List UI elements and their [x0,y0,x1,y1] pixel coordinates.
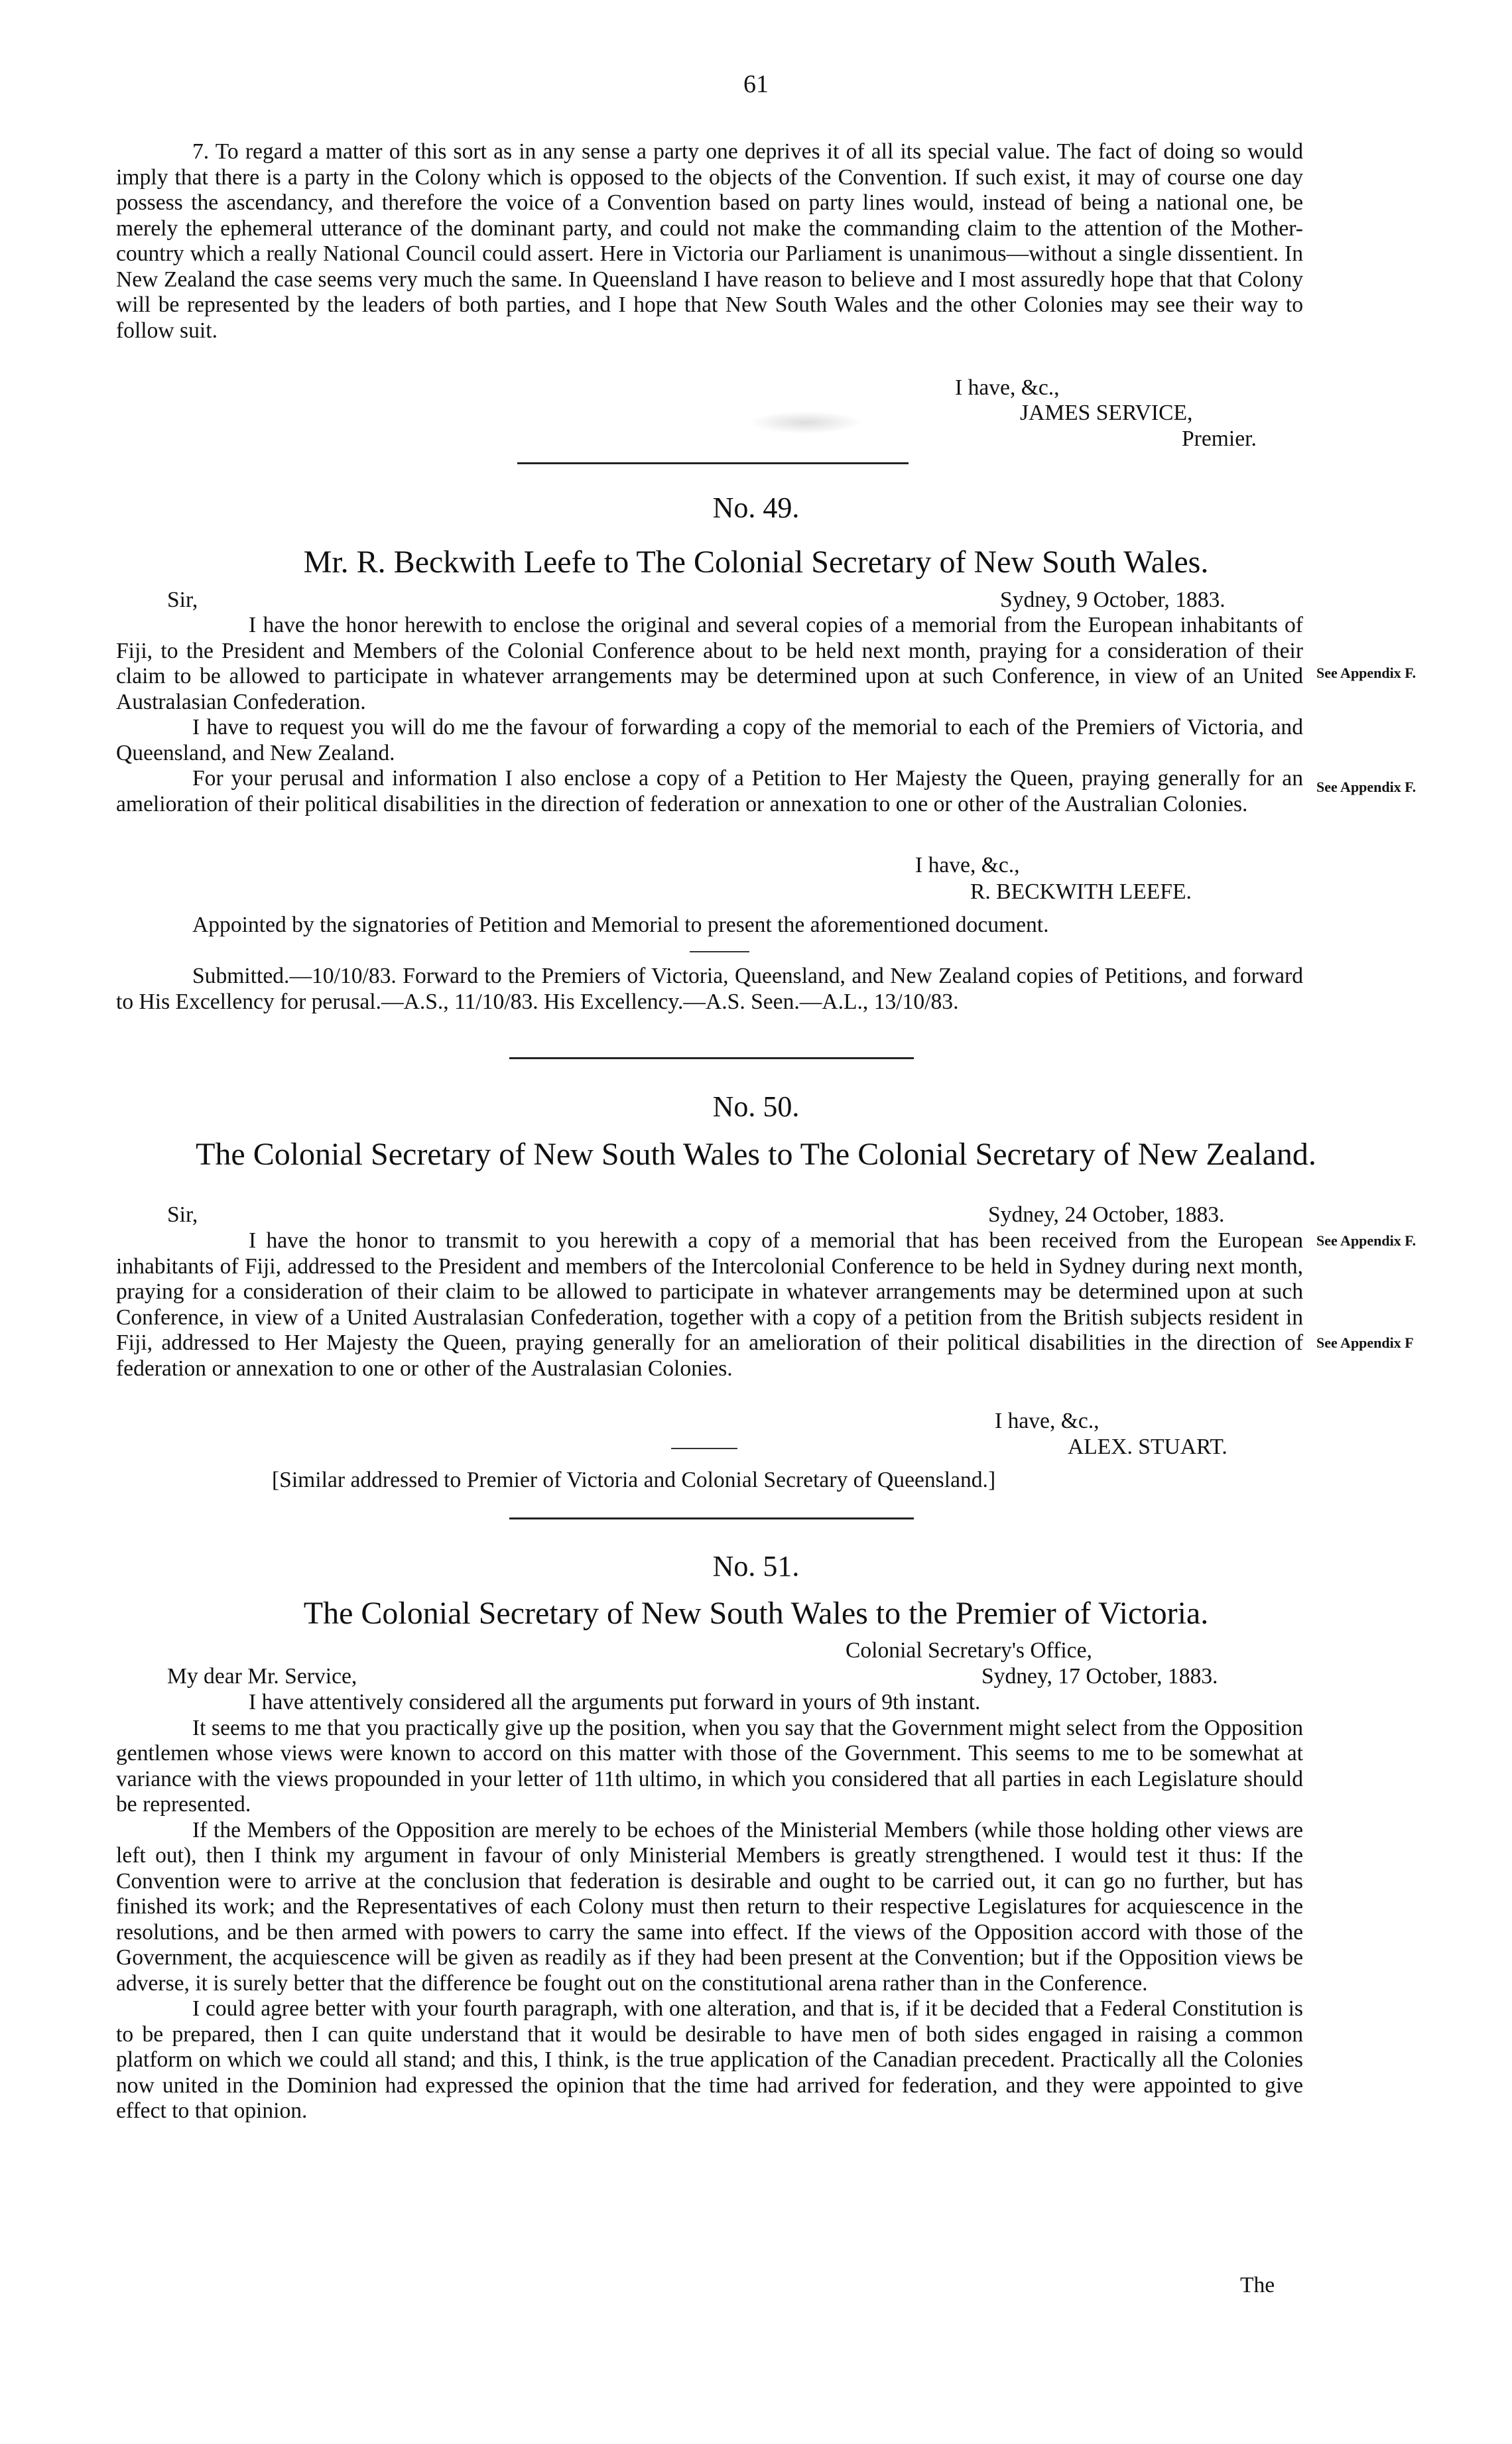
salutation-49: Sir, [167,588,198,612]
signer-50: ALEX. STUART. [1068,1435,1228,1459]
closing-service: I have, &c., [955,375,1060,400]
letter-49-body [116,613,1303,817]
salutation-50: Sir, [167,1202,198,1227]
letter-51-body [116,1690,1303,2124]
letter-50-para-1: I have the honor to transmit to you herewith a copy of a memorial that has been received from the European inhabitants of Fiji, addressed to the President and members of the Intercolonial Conference to be held in Sydney during next month, praying for a consideration of their claim to be allowed to participate in whatever arrangements may be determined upon at such Conference, in view of a United Australasian Confederation, together with a copy of a petition from the British subjects resident in Fiji, addressed to Her Majesty the Queen, praying generally for an amelioration of their political disabilities in the direction of federation or annexation to one or other of the Australasian Colonies. [116,1228,1303,1381]
short-divider-50 [671,1448,737,1449]
margin-note-50-2: See Appendix F [1316,1334,1414,1351]
title-no-49: Mr. R. Beckwith Leefe to The Colonial Secretary of New South Wales. [303,545,1209,580]
ink-smudge [749,411,862,434]
letter-50-body [116,1228,1303,1382]
date-49: Sydney, 9 October, 1883. [1000,588,1226,612]
paragraph-7-text: 7. To regard a matter of this sort as in any sense a party one deprives it of all its special value. The fact of doing so would imply that there is a party in the Colony which is opposed to the objects of the Convention. If such exist, it may of course one day possess the ascendancy, and therefore the voice of a Convention based on party lines would, instead of being a national one, be merely the ephemeral utterance of the dominant party, and could not make the commanding claim to the attention of the Mother-country which a really National Council could assert. Here in Victoria our Parliament is unanimous—without a single dissentient. In New Zealand the case seems very much the same. In Queensland I have reason to believe and I most assuredly hope that that Colony will be represented by the leaders of both parties, and I hope that New South Wales and the other Colonies may see their way to follow suit. [116,139,1303,343]
letter-51-para-1: I have attentively considered all the arguments put forward in yours of 9th instant. [249,1690,981,1714]
signer-49: R. BECKWITH LEEFE. [970,879,1192,904]
date-50: Sydney, 24 October, 1883. [988,1202,1225,1227]
letter-49-para-3: For your perusal and information I also enclose a copy of a Petition to Her Majesty the Queen, praying generally for an amelioration of their political disabilities in the direction of federation or annexation to one or other of the Australian Colonies. [116,766,1303,816]
margin-note-49-2: See Appendix F. [1316,779,1417,795]
paragraph-7 [116,139,1303,344]
note-49-wrap [116,913,1303,938]
letter-49-para-1: I have the honor herewith to enclose the original and several copies of a memorial from the European inhabitants of Fiji, to the President and Members of the Colonial Conference about to be held next month, praying for a consideration of their claim to be allowed to participate in whatever arrangements may be determined upon at such Conference, in view of an United Australasian Confederation. [116,613,1303,714]
catchword: The [1240,2273,1275,2297]
salutation-51: My dear Mr. Service, [167,1664,357,1689]
section-divider [509,1057,914,1059]
section-divider [509,1517,914,1519]
note-50: [Similar addressed to Premier of Victoria and Colonial Secretary of Queensland.] [272,1468,996,1492]
margin-note-50-1: See Appendix F. [1316,1232,1417,1249]
title-no-50: The Colonial Secretary of New South Wales to The Colonial Secretary of New Zealand. [196,1137,1316,1172]
section-divider [517,462,909,464]
note-49: Appointed by the signatories of Petition and Memorial to present the aforementioned document. [192,913,1049,937]
letter-51-para-2: It seems to me that you practically give up the position, when you say that the Government might select from the Opposition gentlemen whose views were known to accord on this matter with those of the Government. This seems to me to be somewhat at variance with the views propounded in your letter of 11th ultimo, in which you considered that all parties in each Legislature should be represented. [116,1715,1303,1817]
heading-no-50: No. 50. [712,1090,800,1123]
closing-50: I have, &c., [995,1409,1100,1433]
office-51: Colonial Secretary's Office, [846,1638,1092,1663]
page-number: 61 [743,70,769,98]
signer-service-title: Premier. [1182,426,1257,451]
minute-49: Submitted.—10/10/83. Forward to the Premiers of Victoria, Queensland, and New Zealand copies of Petitions, and forward to His Excellency for perusal.—A.S., 11/10/83. His Excellency.—A.S. Seen.—A.L., 13/10/83. [116,964,1303,1014]
title-no-51: The Colonial Secretary of New South Wales to the Premier of Victoria. [303,1596,1209,1631]
letter-51-para-4: I could agree better with your fourth paragraph, with one alteration, and that is, if it be decided that a Federal Constitution is to be prepared, then I can quite understand that it would be desirable to have men of both sides engaged in raising a common platform on which we could all stand; and this, I think, is the true application of the Canadian precedent. Practically all the Colonies now united in the Dominion had expressed the opinion that the time had arrived for federation, and they were appointed to give effect to that opinion. [116,1996,1303,2123]
closing-49: I have, &c., [915,853,1020,877]
heading-no-49: No. 49. [712,491,800,524]
short-divider-49 [690,951,749,952]
minute-49-wrap [116,964,1303,1015]
date-51: Sydney, 17 October, 1883. [981,1664,1218,1689]
letter-51-para-3: If the Members of the Opposition are merely to be echoes of the Ministerial Members (while those holding other views are left out), then I think my argument in favour of only Ministerial Members is greatly strengthened. I would test it thus: If the Convention were to arrive at the conclusion that federation is desirable and ought to be carried out, it can go no further, but has finished its work; and the Representatives of each Colony must then return to their respective Legislatures for acquiescence in the resolutions, and be then armed with powers to carry the same into effect. If the views of the Opposition accord with those of the Government, the acquiescence will be given as readily as if they had been present at the Convention; but if the Opposition views be adverse, it is surely better that the difference be fought out on the constitutional arena rather than in the Conference. [116,1817,1303,1996]
margin-note-49-1: See Appendix F. [1316,665,1417,681]
letter-49-para-2: I have to request you will do me the favour of forwarding a copy of the memorial to each of the Premiers of Victoria, and Queensland, and New Zealand. [116,715,1303,765]
heading-no-51: No. 51. [712,1550,800,1582]
signer-service: JAMES SERVICE, [1020,401,1193,425]
